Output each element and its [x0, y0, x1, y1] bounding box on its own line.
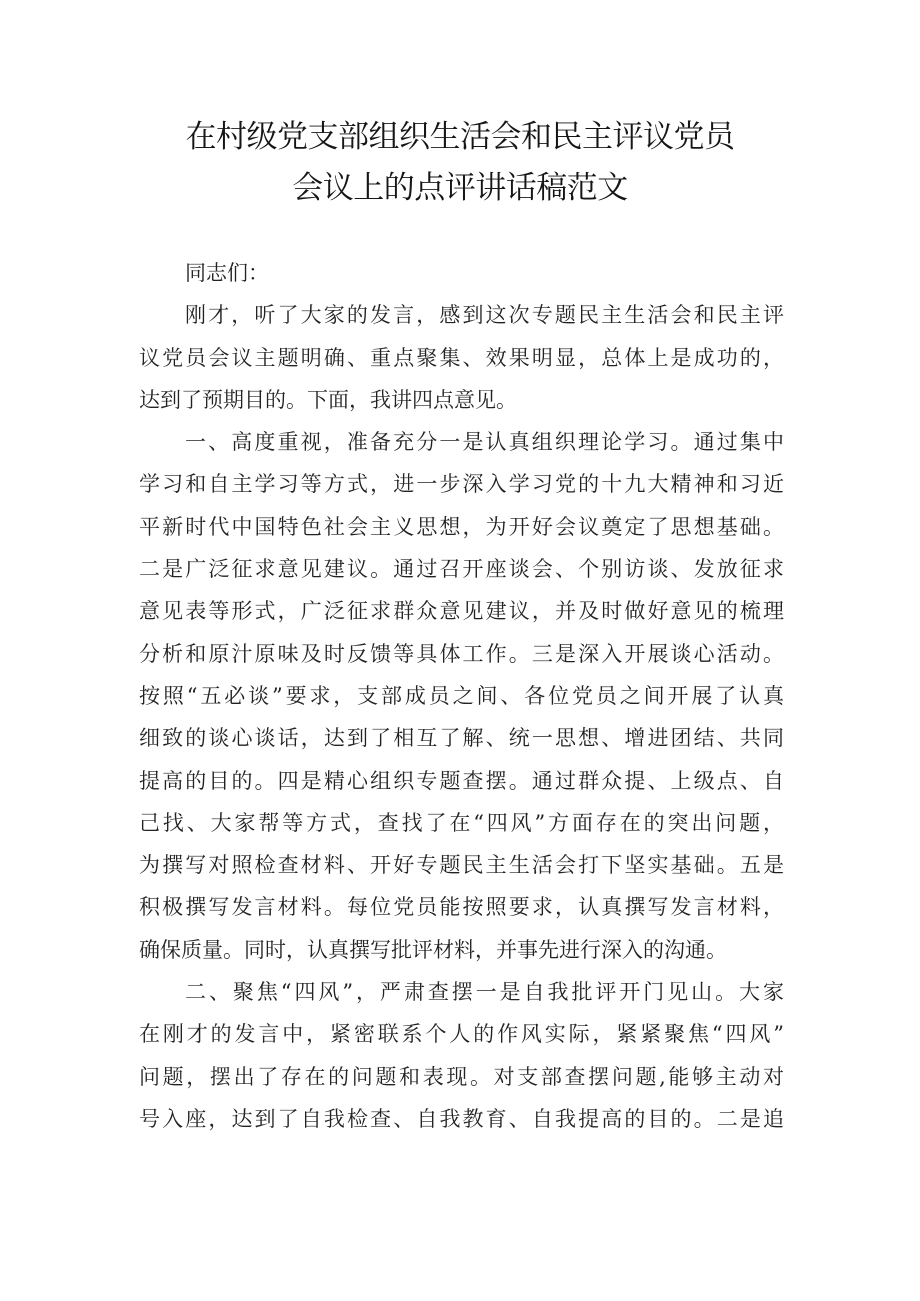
paragraph-line: 达到了预期目的。下面，我讲四点意见。	[139, 387, 517, 412]
paragraph-line: 积极撰写发言材料。每位党员能按照要求，认真撰写发言材料，	[139, 895, 784, 920]
paragraph-line: 议党员会议主题明确、重点聚集、效果明显，总体上是成功的，	[139, 345, 784, 370]
paragraph-section-one	[139, 421, 784, 971]
title-line: 在村级党支部组织生活会和民主评议党员	[185, 119, 735, 155]
paragraph-line: 学习和自主学习等方式，进一步深入学习党的十九大精神和习近	[139, 472, 784, 497]
paragraph-line: 意见表等形式，广泛征求群众意见建议，并及时做好意见的梳理	[139, 599, 784, 624]
paragraph-line: 一、高度重视，准备充分一是认真组织理论学习。通过集中	[185, 430, 784, 455]
paragraph-line: 在刚才的发言中，紧密联系个人的作风实际，紧紧聚焦“四风”	[139, 1022, 784, 1047]
paragraph-line: 细致的谈心谈话，达到了相互了解、统一思想、增进团结、共同	[139, 726, 784, 751]
paragraph-line: 二、聚焦“四风”，严肃查摆一是自我批评开门见山。大家	[185, 980, 784, 1005]
paragraph-line: 二是广泛征求意见建议。通过召开座谈会、个别访谈、发放征求	[139, 557, 784, 582]
paragraph-line: 为撰写对照检查材料、开好专题民主生活会打下坚实基础。五是	[139, 853, 784, 878]
title-line: 会议上的点评讲话稿范文	[292, 170, 628, 206]
salutation-text: 同志们：	[185, 261, 269, 285]
salutation	[139, 252, 784, 294]
document-title	[0, 112, 920, 214]
paragraph-line: 平新时代中国特色社会主义思想，为开好会议奠定了思想基础。	[139, 514, 784, 539]
document-body	[139, 252, 784, 1140]
paragraph-line: 提高的目的。四是精心组织专题查摆。通过群众提、上级点、自	[139, 768, 784, 793]
paragraph-line: 分析和原汁原味及时反馈等具体工作。三是深入开展谈心活动。	[139, 641, 784, 666]
paragraph-line: 刚才，听了大家的发言，感到这次专题民主生活会和民主评	[185, 303, 784, 328]
paragraph-line: 己找、大家帮等方式，查找了在“四风”方面存在的突出问题，	[139, 810, 784, 835]
paragraph-line: 按照“五必谈”要求，支部成员之间、各位党员之间开展了认真	[139, 683, 784, 708]
paragraph-line: 号入座，达到了自我检查、自我教育、自我提高的目的。二是追	[139, 1106, 784, 1131]
paragraph-line: 问题，摆出了存在的问题和表现。对支部查摆问题,能够主动对	[139, 1064, 784, 1089]
paragraph-section-two	[139, 971, 784, 1140]
paragraph-line: 确保质量。同时，认真撰写批评材料，并事先进行深入的沟通。	[139, 937, 727, 962]
paragraph-intro	[139, 294, 784, 421]
